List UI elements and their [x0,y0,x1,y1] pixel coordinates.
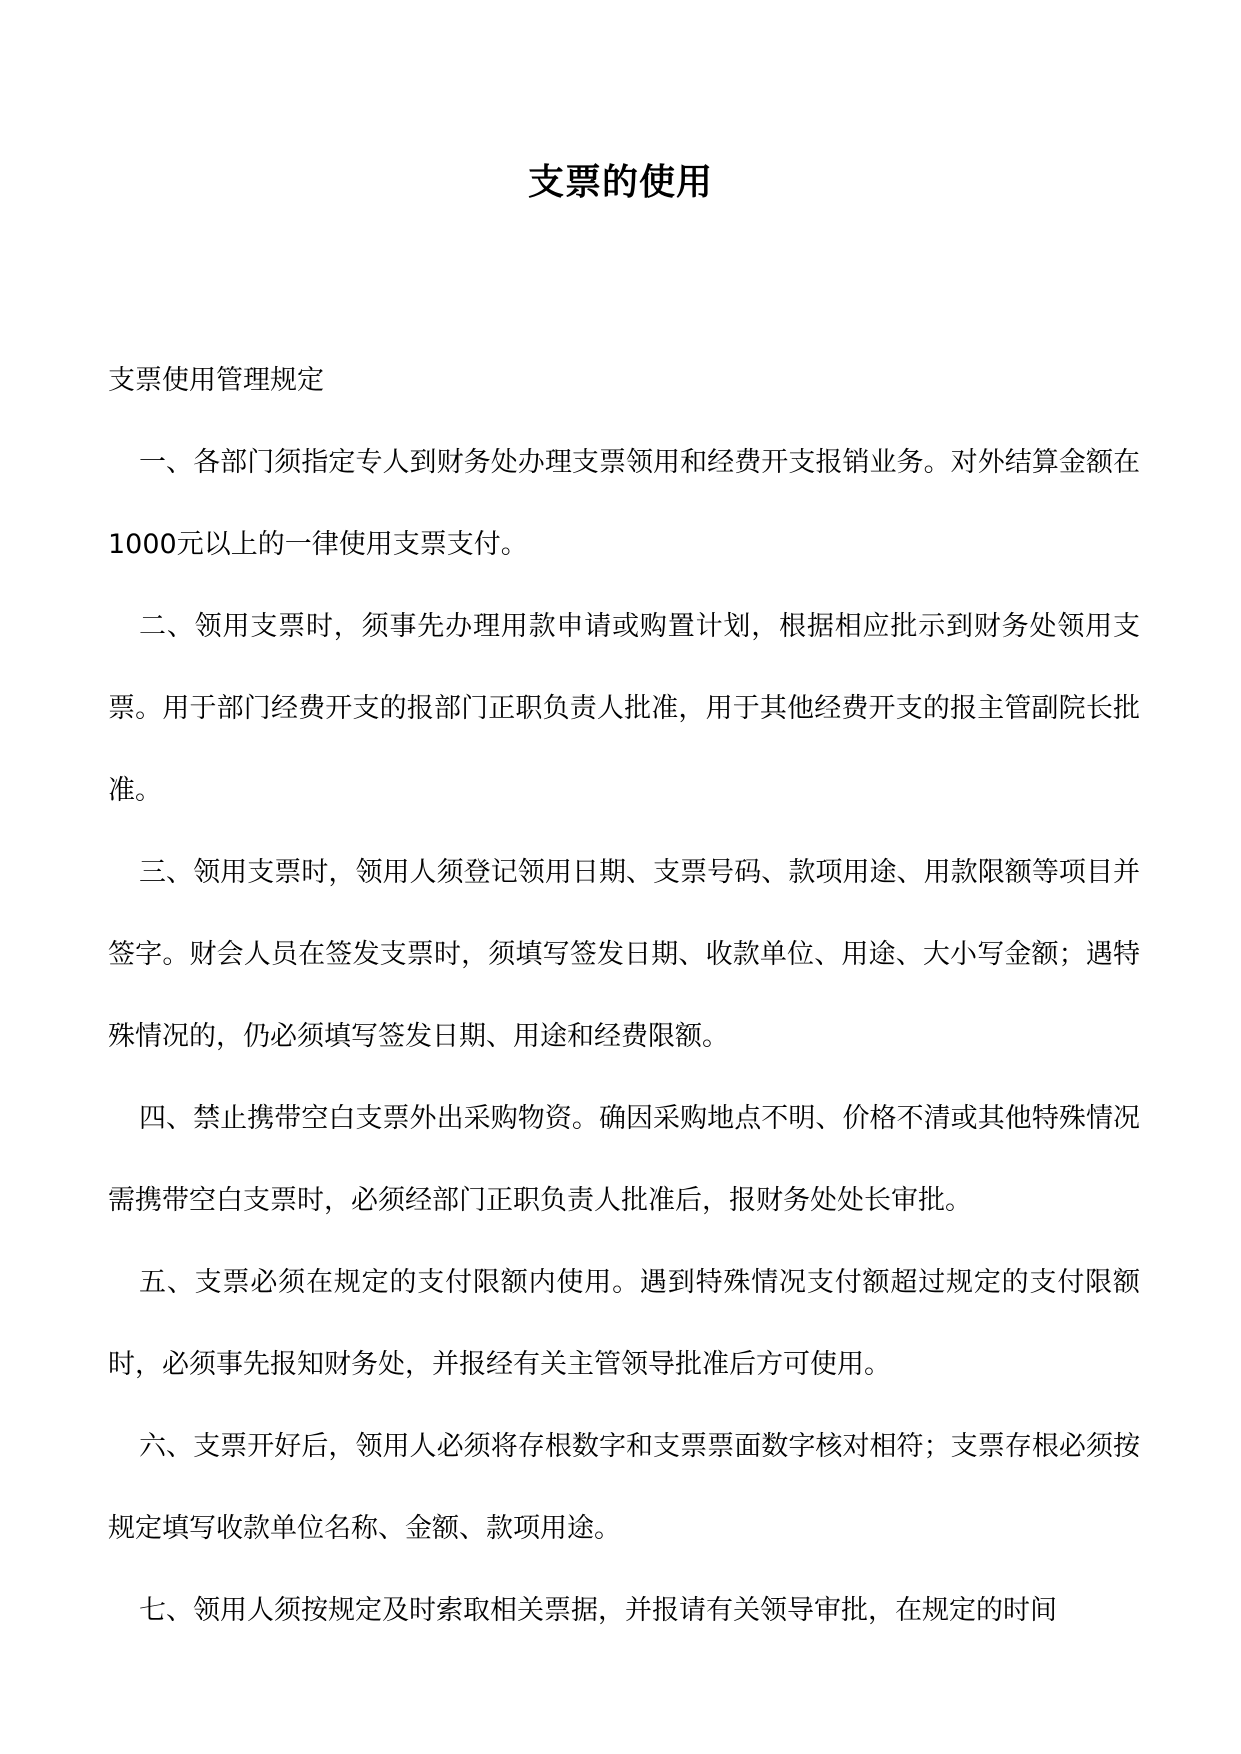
paragraph-1: 一、各部门须指定专人到财务处办理支票领用和经费开支报销业务。对外结算金额在1000元以上的一律使用支票支付。 [108,447,1140,560]
section-heading: 支票使用管理规定 [108,365,324,396]
paragraph-7: 七、领用人须按规定及时索取相关票据，并报请有关领导审批，在规定的时间 [139,1595,1057,1626]
paragraph-5: 五、支票必须在规定的支付限额内使用。遇到特殊情况支付额超过规定的支付限额时，必须事先报知财务处，并报经有关主管领导批准后方可使用。 [108,1267,1140,1380]
paragraph-4: 四、禁止携带空白支票外出采购物资。确因采购地点不明、价格不清或其他特殊情况需携带空白支票时，必须经部门正职负责人批准后，报财务处处长审批。 [108,1103,1140,1216]
paragraph-3: 三、领用支票时，领用人须登记领用日期、支票号码、款项用途、用款限额等项目并签字。财会人员在签发支票时，须填写签发日期、收款单位、用途、大小写金额；遇特殊情况的，仍必须填写签发日期、用途和经费限额。 [108,857,1140,1052]
document-body [108,340,1140,1652]
document-title: 支票的使用 [527,162,713,203]
paragraph-6: 六、支票开好后，领用人必须将存根数字和支票票面数字核对相符；支票存根必须按规定填写收款单位名称、金额、款项用途。 [108,1431,1140,1544]
paragraph-2: 二、领用支票时，须事先办理用款申请或购置计划，根据相应批示到财务处领用支票。用于部门经费开支的报部门正职负责人批准，用于其他经费开支的报主管副院长批准。 [108,611,1140,806]
